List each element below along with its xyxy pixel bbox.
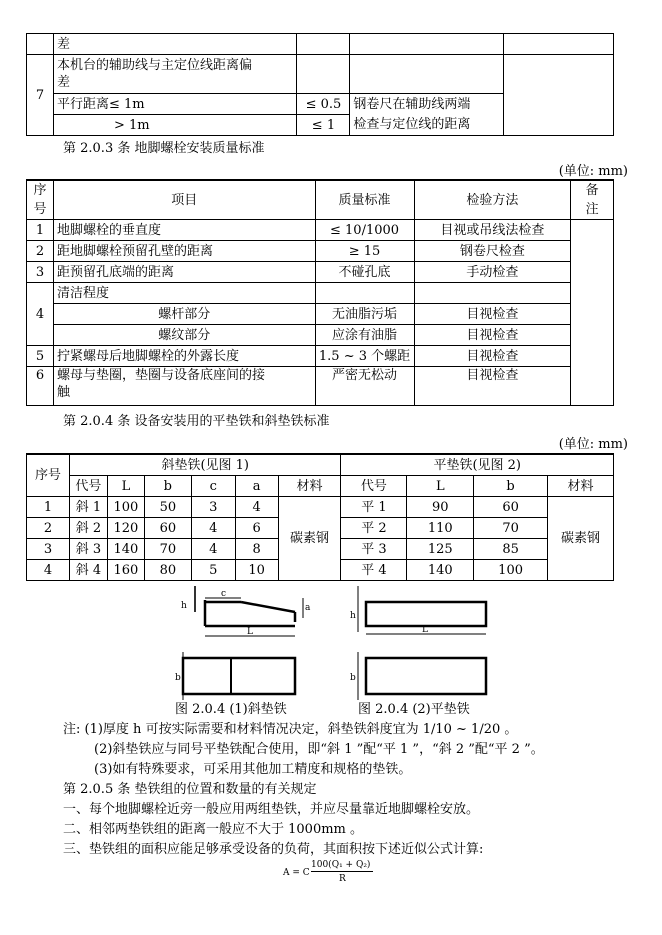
item-number: 7 (27, 55, 54, 136)
label-h: h (350, 611, 356, 621)
unit-label: (单位: mm) (558, 164, 628, 179)
formula-numerator: 100(Q₁ + Q₂) (311, 860, 371, 870)
shim-outline (366, 602, 486, 626)
header-flat-group: 平垫铁(见图 2) (341, 454, 614, 476)
label-L: L (422, 625, 428, 635)
unit-label: (单位: mm) (558, 437, 628, 452)
header-item: 项目 (53, 180, 315, 220)
header-no-2: 号 (33, 202, 47, 217)
paragraph-1: 一、每个地脚螺栓近旁一般应用两组垫铁，并应尽量靠近地脚螺栓安放。 (63, 802, 480, 817)
note-3: (3)如有特殊要求，可采用其他加工精度和规格的垫铁。 (94, 762, 412, 777)
header-remark-2: 注 (585, 202, 599, 217)
table-header-row (27, 454, 614, 476)
slant-material: 碳素钢 (278, 497, 341, 581)
table-shim-standards (26, 453, 614, 581)
section-heading-2-0-5: 第 2.0.5 条 垫铁组的位置和数量的有关规定 (63, 782, 317, 797)
table-row: 6 螺母与垫圈，垫圈与设备底座间的接 触 严密无松动 目视检查 (27, 367, 614, 406)
shim-slope (241, 602, 295, 612)
header-no: 序号 (27, 454, 70, 497)
label-h: h (181, 601, 187, 611)
label-b: b (175, 673, 181, 683)
item-title-cont: 差 (56, 75, 70, 90)
figure-caption-2: 图 2.0.4 (2)平垫铁 (358, 702, 470, 717)
flat-material: 碳素钢 (548, 497, 614, 581)
paragraph-3: 三、垫铁组的面积应能足够承受设备的负荷，其面积按下述近似公式计算: (63, 842, 484, 857)
table-row: 1 斜 1 100 50 3 4 碳素钢 平 1 90 60 碳素钢 (27, 497, 614, 518)
table-row (27, 34, 614, 55)
sub-item: > 1m (53, 115, 297, 136)
table-row (27, 55, 614, 94)
paragraph-2: 二、相邻两垫铁组的距离一般应不大于 1000mm 。 (63, 822, 364, 837)
label-b: b (350, 673, 356, 683)
table-anchor-bolt-standards (26, 179, 614, 406)
slant-shim-figure (175, 582, 315, 700)
section-heading-2-0-4: 第 2.0.4 条 设备安装用的平垫铁和斜垫铁标准 (63, 414, 330, 429)
formula-denominator: R (339, 874, 346, 884)
section-heading-2-0-3: 第 2.0.3 条 地脚螺栓安装质量标准 (63, 141, 265, 156)
table-row: 4 清洁程度 (27, 283, 614, 304)
table-header-row: 代号 L b c a 材料 代号 L b 材料 (27, 476, 614, 497)
cell-text: 差 (53, 34, 297, 55)
standard-value: ≤ 0.5 (297, 94, 350, 115)
sub-item: 平行距离≤ 1m (53, 94, 297, 115)
header-standard: 质量标准 (315, 180, 414, 220)
shim-plan (366, 658, 486, 694)
table-row: 螺杆部分 无油脂污垢 目视检查 (27, 304, 614, 325)
formula-lhs: A = C (283, 868, 310, 878)
table-row: 1 地脚螺栓的垂直度 ≤ 10/1000 目视或吊线法检查 (27, 220, 614, 241)
method-text-cont: 检查与定位线的距离 (353, 116, 471, 132)
label-a: a (305, 603, 311, 613)
table-row: 2 距地脚螺栓预留孔壁的距离 ≥ 15 钢卷尺检查 (27, 241, 614, 262)
table-row: 螺纹部分 应涂有油脂 目视检查 (27, 325, 614, 346)
note-1: 注: (1)厚度 h 可按实际需要和材料情况决定，斜垫铁斜度宜为 1/10 ~ 1/20 。 (63, 722, 518, 737)
header-no-1: 序 (33, 183, 47, 198)
item-title: 本机台的辅助线与主定位线距离偏 (56, 58, 252, 73)
flat-shim-figure (350, 582, 495, 700)
shim-plan (183, 658, 295, 694)
table-row: 4 斜 4 160 80 5 10 平 4 140 100 (27, 560, 614, 581)
table-row: 3 斜 3 140 70 4 8 平 3 125 85 (27, 539, 614, 560)
table-row: 5 拧紧螺母后地脚螺栓的外露长度 1.5 ~ 3 个螺距 目视检查 (27, 346, 614, 367)
table-2-0-2-continuation (26, 33, 614, 136)
figure-caption-1: 图 2.0.4 (1)斜垫铁 (175, 702, 287, 717)
fraction-bar (311, 871, 373, 872)
header-slant-group: 斜垫铁(见图 1) (69, 454, 341, 476)
header-remark-1: 备 (585, 183, 599, 198)
table-row: 3 距预留孔底端的距离 不碰孔底 手动检查 (27, 262, 614, 283)
note-2: (2)斜垫铁应与同号平垫铁配合使用，即“斜 1 ”配“平 1 ”，“斜 2 ”配“平 2 ”。 (94, 742, 544, 757)
area-formula (283, 858, 383, 888)
header-method: 检验方法 (414, 180, 571, 220)
label-L: L (247, 627, 253, 637)
label-c: c (221, 589, 227, 599)
method-text: 钢卷尺在辅助线两端 (353, 96, 471, 112)
table-header-row (27, 180, 614, 220)
standard-value: ≤ 1 (297, 115, 350, 136)
table-row: 2 斜 2 120 60 4 6 平 2 110 70 (27, 518, 614, 539)
